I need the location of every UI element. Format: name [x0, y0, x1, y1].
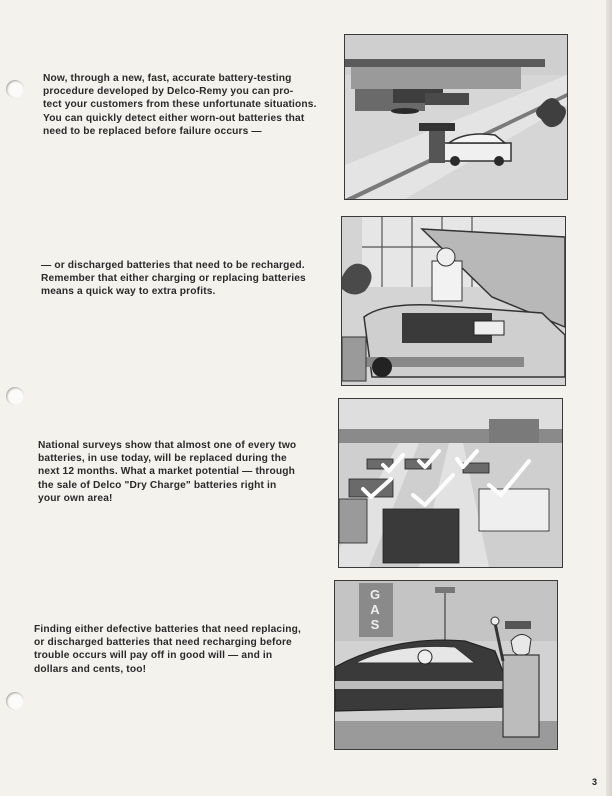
illustration-parking-lot-checks: [338, 398, 563, 568]
binder-hole-top: [6, 80, 24, 98]
page-number: 3: [591, 777, 597, 787]
parking-lot-drawing: [339, 399, 562, 567]
binder-hole-bottom: [6, 692, 24, 710]
paragraph-testing-procedure: Now, through a new, fast, accurate battery-testing procedure developed by Delco-Remy you can pro- tect your customers from these unfortunate situations. You can quickly detect either worn-out batteries that need to be replaced before failure occurs —: [43, 73, 317, 137]
binder-hole-middle: [6, 387, 24, 405]
illustration-hood-battery: [341, 216, 566, 386]
service-station-drawing: [345, 35, 567, 199]
illustration-attendant-greeting: [334, 580, 558, 750]
hood-battery-drawing: [342, 217, 565, 385]
illustration-service-station: [344, 34, 568, 200]
paragraph-good-will: Finding either defective batteries that need replacing, or discharged batteries that need recharging before trouble occurs will pay off in good will — and in dollars and cents, too!: [34, 624, 301, 675]
gas-sign-text: GAS: [369, 587, 381, 632]
page-edge: [606, 0, 612, 796]
paragraph-discharged-batteries: — or discharged batteries that need to be recharged. Remember that either charging or replacing batteries means a quick way to extra profits.: [41, 260, 306, 298]
paragraph-national-surveys: National surveys show that almost one of every two batteries, in use today, will be replaced during the next 12 months. What a market potential — through the sale of Delco "Dry Charge" batteries right in your own area!: [38, 440, 297, 504]
